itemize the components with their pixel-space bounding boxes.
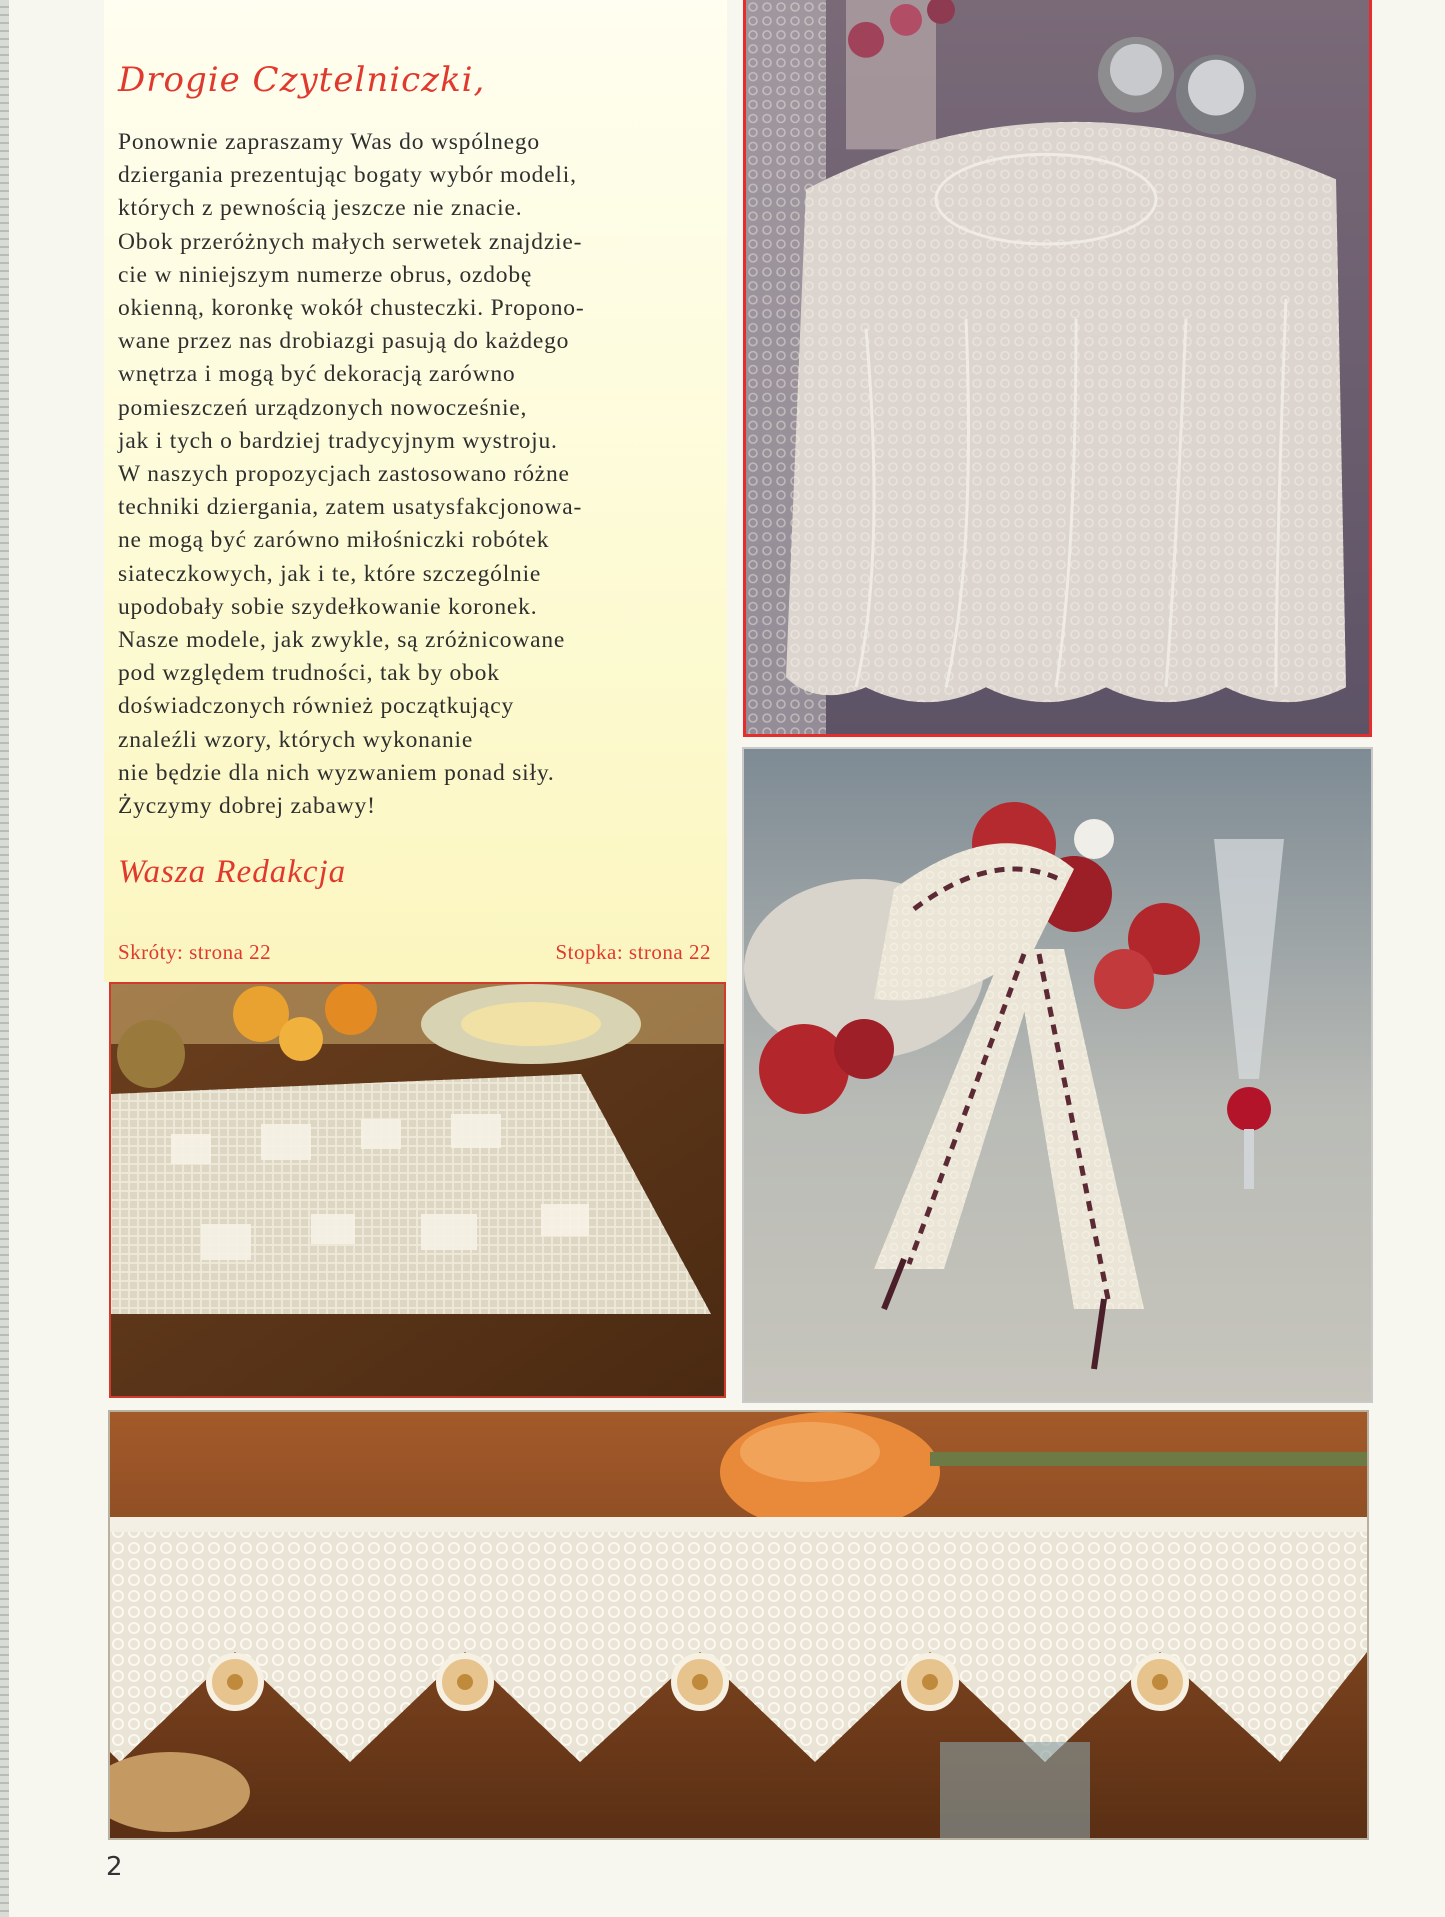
intro-panel bbox=[104, 0, 727, 982]
greeting-heading: Drogie Czytelniczki, bbox=[118, 60, 486, 100]
body-line: Nasze modele, jak zwykle, są zróżnicowane bbox=[118, 627, 566, 654]
body-line: ne mogą być zarówno miłośniczki robótek bbox=[118, 527, 550, 554]
filet-runner-illustration bbox=[111, 984, 724, 1396]
body-line: siateczkowych, jak i te, które szczególnie bbox=[118, 560, 542, 587]
body-line: W naszych propozycjach zastosowano różne bbox=[118, 461, 570, 488]
body-line: cie w niniejszym numerze obrus, ozdobę bbox=[118, 261, 533, 288]
page-number: 2 bbox=[106, 1852, 123, 1882]
footer-reference: Stopka: strona 22 bbox=[555, 940, 711, 964]
body-line: Obok przeróżnych małych serwetek znajdzie- bbox=[118, 228, 583, 255]
tablecloth-photo bbox=[743, 0, 1372, 737]
abbreviations-reference: Skróty: strona 22 bbox=[118, 940, 272, 964]
binding-edge bbox=[0, 0, 9, 1917]
body-line: jak i tych o bardziej tradycyjnym wystroju. bbox=[118, 427, 558, 454]
tablecloth-illustration bbox=[746, 0, 1369, 734]
body-line: wane przez nas drobiazgi pasują do każdego bbox=[118, 328, 570, 355]
body-line: okienną, koronkę wokół chusteczki. Propono- bbox=[118, 295, 585, 322]
body-line: których z pewnością jeszcze nie znacie. bbox=[118, 195, 523, 222]
body-line: znaleźli wzory, których wykonanie bbox=[118, 726, 474, 753]
filet-runner-photo bbox=[109, 982, 726, 1398]
body-line: doświadczonych również początkujący bbox=[118, 693, 515, 720]
body-line: pomieszczeń urządzonych nowocześnie, bbox=[118, 394, 528, 421]
lace-bow-illustration bbox=[744, 749, 1371, 1401]
body-line: dziergania prezentując bogaty wybór modeli, bbox=[118, 162, 577, 189]
lace-bow-photo bbox=[742, 747, 1373, 1403]
intro-body-text bbox=[118, 126, 718, 823]
body-line: Ponownie zapraszamy Was do wspólnego bbox=[118, 129, 540, 155]
body-line: Życzymy dobrej zabawy! bbox=[118, 793, 376, 820]
body-line: upodobały sobie szydełkowanie koronek. bbox=[118, 593, 538, 620]
lace-edging-illustration bbox=[110, 1412, 1367, 1838]
body-line: pod względem trudności, tak by obok bbox=[118, 660, 500, 687]
lace-edging-photo bbox=[108, 1410, 1369, 1840]
body-line: techniki dziergania, zatem usatysfakcjonowa- bbox=[118, 494, 583, 521]
editorial-signature: Wasza Redakcja bbox=[118, 854, 347, 890]
body-line: wnętrza i mogą być dekoracją zarówno bbox=[118, 361, 516, 388]
body-line: nie będzie dla nich wyzwaniem ponad siły. bbox=[118, 759, 555, 786]
